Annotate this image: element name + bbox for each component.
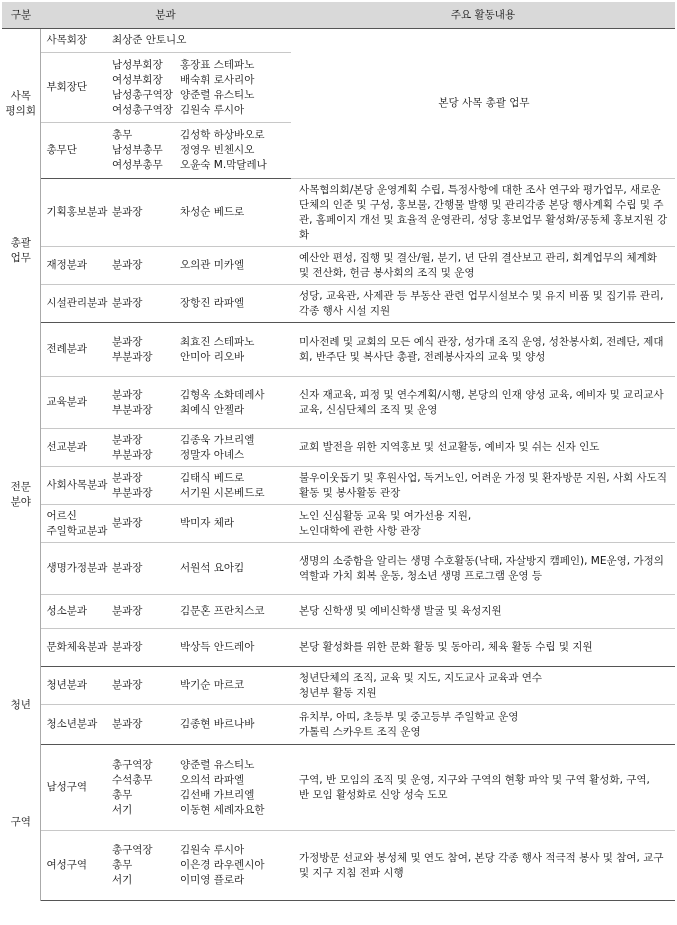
division-name: 총무단 xyxy=(40,123,110,179)
name-cell: 김태식 베드로 서기원 시몬베드로 xyxy=(178,467,291,505)
activity-cell: 본당 활성화를 위한 문화 활동 및 동아리, 체육 활동 수립 및 지원 xyxy=(291,629,675,667)
category-cell: 전문 분야 xyxy=(2,323,40,667)
position-cell: 분과장 xyxy=(110,179,178,247)
division-name: 어르신 주일학교분과 xyxy=(40,505,110,543)
header-category: 구분 xyxy=(2,2,40,29)
position-cell: 분과장 부분과장 xyxy=(110,377,178,429)
category-cell: 사목 평의회 xyxy=(2,29,40,179)
name-cell: 서원석 요아킴 xyxy=(178,543,291,595)
table-row xyxy=(2,377,675,429)
division-name: 교육분과 xyxy=(40,377,110,429)
position-cell: 분과장 부분과장 xyxy=(110,323,178,377)
table-row xyxy=(2,831,675,901)
name-cell: 양준렬 유스티노 오의석 라파엘 김선배 가브리엘 이동현 세례자요한 xyxy=(178,745,291,831)
table-row xyxy=(2,629,675,667)
activity-cell: 사목협의회/본당 운영계획 수립, 특정사항에 대한 조사 연구와 평가업무, 새로운 단체의 인준 및 구성, 홍보물, 간행물 발행 및 관리각종 본당 행사계획 수립 및 주 관, 홈페이지 개선 및 효율적 운영관리, 성당 홍보업무 활성화/공동체 홍보지원 강 화 xyxy=(291,179,675,247)
activity-cell: 불우이웃돕기 및 후원사업, 독거노인, 어려운 가정 및 환자방문 지원, 사회 사도직 활동 및 봉사활동 관장 xyxy=(291,467,675,505)
activity-cell: 예산안 편성, 집행 및 결산/월, 분기, 년 단위 결산보고 관리, 회계업무의 체계화 및 전산화, 헌금 봉사회의 조직 및 운영 xyxy=(291,247,675,285)
table-row xyxy=(2,179,675,247)
position-cell: 분과장 xyxy=(110,543,178,595)
division-name: 청소년분과 xyxy=(40,705,110,745)
position-cell: 분과장 xyxy=(110,247,178,285)
table-row xyxy=(2,285,675,323)
activity-cell: 생명의 소중함을 알리는 생명 수호활동(낙태, 자살방지 캠페인), ME운영, 가정의 역할과 가치 회복 운동, 청소년 생명 프로그램 운영 등 xyxy=(291,543,675,595)
council-organization-table xyxy=(2,2,675,901)
activity-cell: 구역, 반 모임의 조직 및 운영, 지구와 구역의 현황 파악 및 구역 활성화, 구역, 반 모임 활성화로 신앙 성숙 도모 xyxy=(291,745,675,831)
category-cell: 총괄 업무 xyxy=(2,179,40,323)
category-cell: 청년 xyxy=(2,667,40,745)
position-cell: 분과장 xyxy=(110,505,178,543)
activity-cell: 신자 재교육, 피정 및 연수계획/시행, 본당의 인재 양성 교육, 예비자 및 교리교사 교육, 신심단체의 조직 및 운영 xyxy=(291,377,675,429)
position-cell: 분과장 xyxy=(110,705,178,745)
position-cell: 총구역장 총무 서기 xyxy=(110,831,178,901)
position-cell: 최상준 안토니오 xyxy=(110,29,178,53)
division-name: 선교분과 xyxy=(40,429,110,467)
name-cell: 홍장표 스테파노 배숙휘 로사리아 양준렬 유스티노 김원숙 루시아 xyxy=(178,53,291,123)
name-cell: 김형옥 소화데레사 최예식 안젤라 xyxy=(178,377,291,429)
division-name: 여성구역 xyxy=(40,831,110,901)
activity-cell: 유치부, 아띠, 초등부 및 중고등부 주일학교 운영 가톨릭 스카우트 조직 운영 xyxy=(291,705,675,745)
table-row xyxy=(2,247,675,285)
table-row xyxy=(2,505,675,543)
division-name: 남성구역 xyxy=(40,745,110,831)
division-name: 생명가정분과 xyxy=(40,543,110,595)
name-cell: 박기순 마르코 xyxy=(178,667,291,705)
division-name: 성소분과 xyxy=(40,595,110,629)
header-activities: 주요 활동내용 xyxy=(291,2,675,29)
name-cell: 김종현 바르나바 xyxy=(178,705,291,745)
activity-cell: 본당 신학생 및 예비신학생 발굴 및 육성지원 xyxy=(291,595,675,629)
table-row xyxy=(2,543,675,595)
table-row xyxy=(2,467,675,505)
division-name: 기획홍보분과 xyxy=(40,179,110,247)
table-row xyxy=(2,323,675,377)
division-name: 사회사목분과 xyxy=(40,467,110,505)
division-name: 청년분과 xyxy=(40,667,110,705)
position-cell: 남성부회장 여성부회장 남성총구역장 여성총구역장 xyxy=(110,53,178,123)
position-cell: 총무 남성부총무 여성부총무 xyxy=(110,123,178,179)
position-cell: 분과장 xyxy=(110,667,178,705)
position-cell: 분과장 xyxy=(110,595,178,629)
activity-cell: 성당, 교육관, 사제관 등 부동산 관련 업무시설보수 및 유지 비품 및 집기류 관리, 각종 행사 시설 지원 xyxy=(291,285,675,323)
division-name: 재정분과 xyxy=(40,247,110,285)
header-division: 분과 xyxy=(40,2,291,29)
name-cell: 차성순 베드로 xyxy=(178,179,291,247)
name-cell: 박미자 체라 xyxy=(178,505,291,543)
name-cell: 김성학 하상바오로 정영우 빈첸시오 오윤숙 M.막달레나 xyxy=(178,123,291,179)
table-row xyxy=(2,595,675,629)
activity-cell: 가정방문 선교와 봉성체 및 연도 참여, 본당 각종 행사 적극적 봉사 및 참여, 교구 및 지구 지침 전파 시행 xyxy=(291,831,675,901)
name-cell: 김원숙 루시아 이은경 라우렌시아 이미영 플로라 xyxy=(178,831,291,901)
name-cell: 장항진 라파엘 xyxy=(178,285,291,323)
division-name: 문화체육분과 xyxy=(40,629,110,667)
division-name: 부회장단 xyxy=(40,53,110,123)
position-cell: 분과장 xyxy=(110,285,178,323)
division-name: 전례분과 xyxy=(40,323,110,377)
activity-cell: 노인 신심활동 교육 및 여가선용 지원, 노인대학에 관한 사항 관장 xyxy=(291,505,675,543)
name-cell: 김종욱 가브리엘 정말자 아녜스 xyxy=(178,429,291,467)
position-cell: 분과장 부분과장 xyxy=(110,467,178,505)
activity-cell: 청년단체의 조직, 교육 및 지도, 지도교사 교육과 연수 청년부 활동 지원 xyxy=(291,667,675,705)
position-cell: 분과장 부분과장 xyxy=(110,429,178,467)
table-row xyxy=(2,745,675,831)
name-cell: 최효진 스테파노 안미아 리오바 xyxy=(178,323,291,377)
name-cell: 오의관 미카엘 xyxy=(178,247,291,285)
position-cell: 분과장 xyxy=(110,629,178,667)
name-cell: 김문혼 프란치스코 xyxy=(178,595,291,629)
table-row xyxy=(2,705,675,745)
name-cell: 박상득 안드레아 xyxy=(178,629,291,667)
table-row xyxy=(2,429,675,467)
activity-cell: 교회 발전을 위한 지역홍보 및 선교활동, 예비자 및 쉬는 신자 인도 xyxy=(291,429,675,467)
activity-cell: 미사전례 및 교회의 모든 예식 관장, 성가대 조직 운영, 성찬봉사회, 전례단, 제대 회, 반주단 및 복사단 총괄, 전례봉사자의 교육 및 양성 xyxy=(291,323,675,377)
table-row xyxy=(2,667,675,705)
activity-cell: 본당 사목 총괄 업무 xyxy=(291,29,675,179)
division-name: 사목회장 xyxy=(40,29,110,53)
table-header-row xyxy=(2,2,675,29)
table-row xyxy=(2,29,675,53)
division-name: 시설관리분과 xyxy=(40,285,110,323)
category-cell: 구역 xyxy=(2,745,40,901)
position-cell: 총구역장 수석총무 총무 서기 xyxy=(110,745,178,831)
